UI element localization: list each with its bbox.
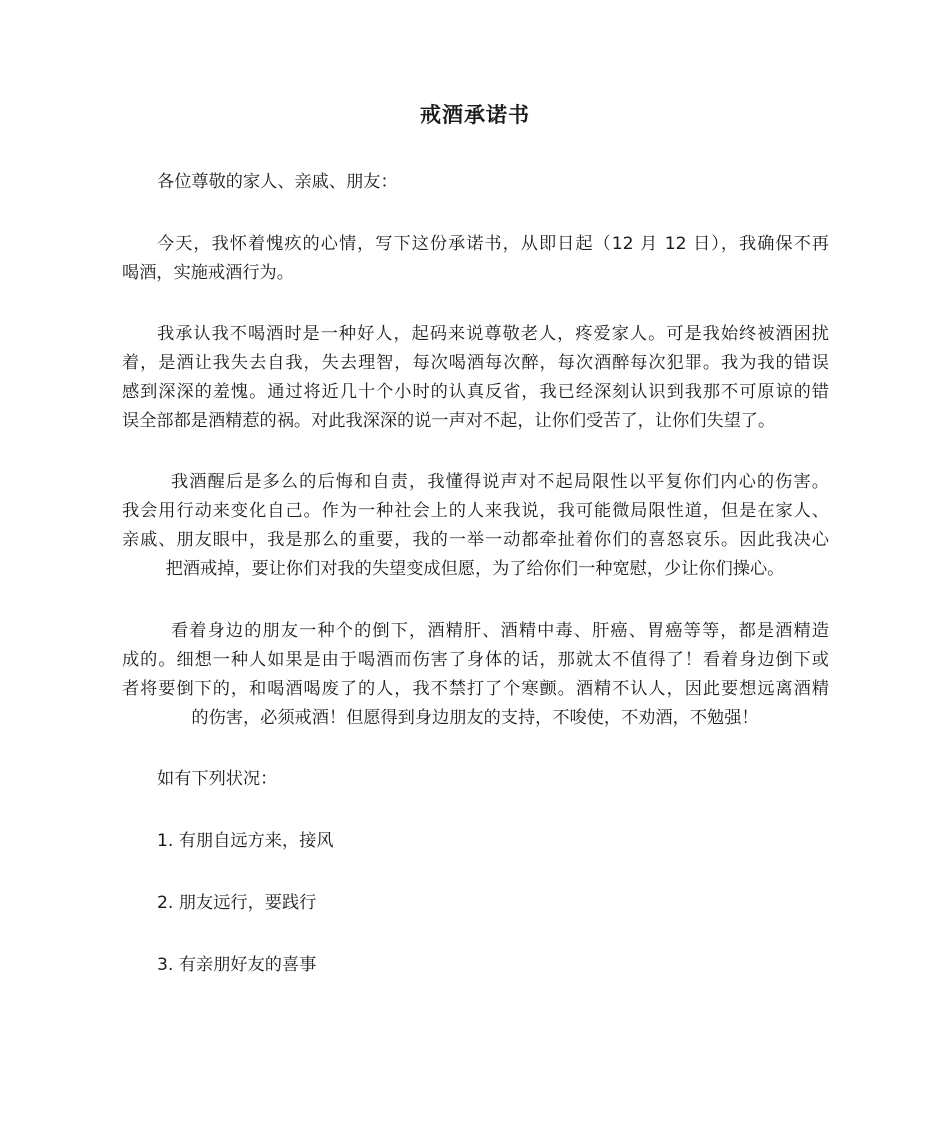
- paragraph-line: 我会用行动来变化自己。作为一种社会上的人来我说，我可能微局限性道，但是在家人、: [122, 501, 829, 521]
- salutation: 各位尊敬的家人、亲戚、朋友：: [157, 172, 398, 192]
- document-title: 戒酒承诺书: [420, 103, 530, 127]
- paragraph-line: 喝酒，实施戒酒行为。: [122, 263, 294, 283]
- paragraph-line: 者将要倒下的，和喝酒喝废了的人，我不禁打了个寒颤。酒精不认人，因此要想远离酒精: [122, 679, 829, 699]
- paragraph-line: 感到深深的羞愧。通过将近几十个小时的认真反省，我已经深刻认识到我那不可原谅的错: [122, 382, 829, 402]
- paragraph-line: 看着身边的朋友一种个的倒下，酒精肝、酒精中毒、肝癌、胃癌等等，都是酒精造: [171, 621, 829, 641]
- paragraph-line: 把酒戒掉，要让你们对我的失望变成但愿，为了给你们一种宽慰，少让你们操心。: [165, 559, 785, 579]
- paragraph-line: 的伤害，必须戒酒！但愿得到身边朋友的支持，不唆使，不劝酒，不勉强！: [191, 708, 759, 728]
- list-item: 2. 朋友远行，要践行: [157, 893, 317, 913]
- conditions-intro: 如有下列状况：: [157, 769, 278, 789]
- paragraph-line: 着，是酒让我失去自我，失去理智，每次喝酒每次醉，每次酒醉每次犯罪。我为我的错误: [122, 353, 829, 373]
- paragraph-line: 我承认我不喝酒时是一种好人，起码来说尊敬老人，疼爱家人。可是我始终被酒困扰: [157, 324, 829, 344]
- paragraph-line: 今天，我怀着愧疚的心情，写下这份承诺书，从即日起（12 月 12 日），我确保不再: [157, 234, 829, 254]
- paragraph-line: 误全部都是酒精惹的祸。对此我深深的说一声对不起，让你们受苦了，让你们失望了。: [122, 411, 776, 431]
- list-item: 3. 有亲朋好友的喜事: [157, 955, 317, 975]
- list-item: 1. 有朋自远方来，接风: [157, 831, 334, 851]
- paragraph-line: 我酒醒后是多么的后悔和自责，我懂得说声对不起局限性以平复你们内心的伤害。: [171, 472, 829, 492]
- paragraph-line: 亲戚、朋友眼中，我是那么的重要，我的一举一动都牵扯着你们的喜怒哀乐。因此我决心: [122, 530, 829, 550]
- paragraph-line: 成的。细想一种人如果是由于喝酒而伤害了身体的话，那就太不值得了！看着身边倒下或: [122, 650, 829, 670]
